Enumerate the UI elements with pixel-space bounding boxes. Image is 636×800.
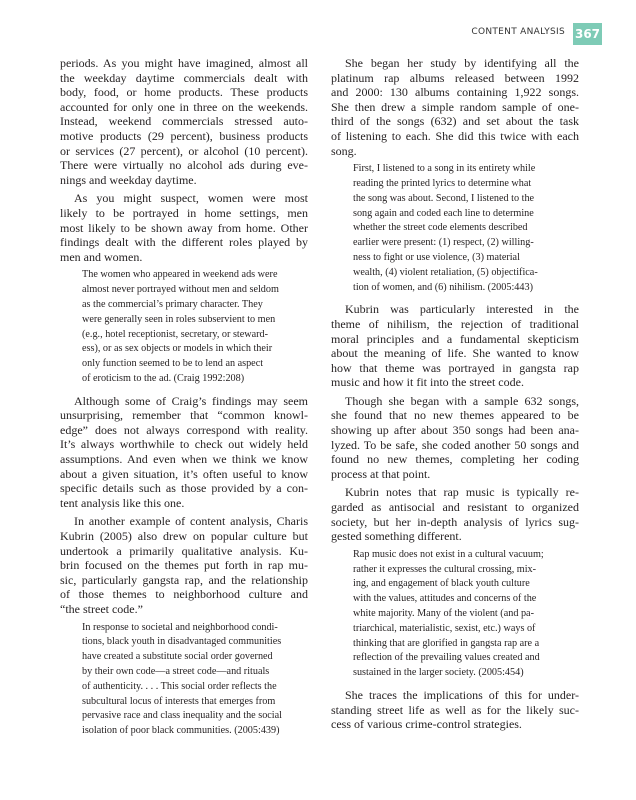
- text-line: nings and weekday daytime.: [60, 172, 197, 187]
- paragraph: [60, 514, 308, 616]
- text-line: tion of women, and (6) nihilism. (2005:443): [353, 281, 533, 293]
- text-line: lyzed. To be safe, she coded another 50 songs and: [331, 437, 579, 452]
- paragraph: [331, 688, 579, 732]
- page-number-badge: 367: [573, 23, 602, 45]
- text-line: unsurprising, remember that “common knowl-: [60, 408, 308, 423]
- text-line: platinum rap albums released between 1992: [331, 70, 579, 85]
- block-quote: [331, 548, 579, 681]
- text-line: body, food, or home products. These products: [60, 85, 308, 100]
- text-line: about a given situation, it’s often useful to know: [60, 466, 308, 481]
- left-column: [60, 56, 308, 746]
- text-line: In another example of content analysis, Charis: [74, 514, 308, 529]
- text-line: how that theme was portrayed in gangsta rap: [331, 360, 579, 375]
- text-line: Instead, weekend commercials stressed auto-: [60, 114, 308, 129]
- text-line: of listening to each. She did this twice with each: [331, 128, 579, 143]
- text-line: of authenticity. . . . This social order reflects the: [82, 680, 277, 692]
- text-line: In response to societal and neighborhood condi-: [82, 621, 278, 633]
- text-line: triarchical, materialistic, sexist, etc.) ways of: [353, 622, 536, 634]
- text-line: have created a substitute social order governed: [82, 651, 273, 663]
- block-quote: [331, 162, 579, 295]
- text-line: song again and coded each line to determine: [353, 207, 534, 219]
- text-line: she found that no new themes appeared to be: [331, 408, 579, 423]
- text-line: song.: [331, 143, 357, 158]
- text-line: reading the printed lyrics to determine what: [353, 177, 532, 189]
- text-line: sustained in the larger society. (2005:454): [353, 667, 524, 679]
- text-line: earlier were present: (1) respect, (2) willing-: [353, 237, 534, 249]
- text-line: periods. As you might have imagined, almost all: [60, 56, 308, 70]
- text-line: She then drew a simple random sample of one-: [331, 99, 579, 114]
- text-line: the weekday daytime commercials dealt with: [60, 70, 308, 85]
- text-line: specific details such as those provided by a con-: [60, 481, 308, 496]
- text-line: tent analysis like this one.: [60, 495, 185, 510]
- text-line: theme of nihilism, the rejection of traditional: [331, 316, 579, 331]
- text-line: tions, black youth in disadvantaged communities: [82, 636, 282, 648]
- text-line: of those themes to neighborhood culture and: [60, 587, 308, 602]
- text-line: of eroticism to the ad. (Craig 1992:208): [82, 372, 245, 384]
- text-line: ess), or as sex objects or models in which their: [82, 343, 273, 355]
- paragraph: [331, 56, 579, 158]
- text-line: cess of various crime-control strategies.: [331, 717, 522, 732]
- block-quote: [60, 621, 308, 739]
- text-line: Although some of Craig’s findings may seem: [74, 393, 308, 408]
- text-line: only function seemed to be to lend an aspect: [82, 358, 264, 370]
- text-line: (e.g., hotel receptionist, secretary, or steward-: [82, 328, 269, 340]
- text-line: assumptions. And even when we think we know: [60, 452, 308, 467]
- text-line: pervasive race and class inequality and the social: [82, 710, 282, 722]
- text-line: third of the songs (632) and set about the task: [331, 114, 579, 129]
- text-line: men and women.: [60, 249, 143, 264]
- text-line: First, I listened to a song in its entirety while: [353, 163, 536, 175]
- text-line: ness to fight or use violence, (3) material: [353, 251, 520, 263]
- paragraph: [331, 485, 579, 543]
- text-line: gested something different.: [331, 529, 462, 544]
- text-line: found no new themes, completing her coding: [331, 452, 579, 467]
- block-quote: [60, 268, 308, 386]
- text-line: or services (27 percent), or alcohol (10 percent).: [60, 143, 308, 158]
- text-line: Though she began with a sample 632 songs,: [345, 393, 579, 408]
- text-line: process at that point.: [331, 466, 431, 481]
- paragraph: [60, 394, 308, 511]
- paragraph: [60, 191, 308, 264]
- text-line: isolation of poor black communities. (2005:439): [82, 725, 280, 737]
- text-line: undertook a primarily qualitative analysis. Ku-: [60, 543, 308, 558]
- text-line: motive products (29 percent), business products: [60, 128, 308, 143]
- text-line: Kubrin was particularly interested in the: [345, 302, 579, 317]
- text-line: as the commercial’s primary character. They: [82, 298, 263, 310]
- text-line: white majority. Many of the violent (and pa-: [353, 608, 534, 620]
- text-line: As you might suspect, women were most: [74, 191, 308, 206]
- text-line: The women who appeared in weekend ads were: [82, 269, 278, 281]
- text-line: reflection of the prevailing values created and: [353, 652, 540, 664]
- text-line: “the street code.”: [60, 602, 143, 616]
- text-line: whether the street code elements described: [353, 222, 528, 234]
- text-line: with the values, attitudes and concerns of the: [353, 593, 537, 605]
- text-line: garded as antisocial and resistant to organized: [331, 500, 579, 515]
- text-line: She traces the implications of this for under-: [345, 688, 579, 702]
- text-line: She began her study by identifying all the: [345, 56, 579, 70]
- text-line: the song was about. Second, I listened to the: [353, 192, 535, 204]
- text-line: music and how it fit into the street code.: [331, 375, 524, 390]
- text-line: by their own code—a street code—and rituals: [82, 665, 270, 677]
- text-line: were generally seen in roles subservient to men: [82, 313, 276, 325]
- paragraph: [331, 302, 579, 390]
- text-line: edge” does not always correspond with reality.: [60, 422, 308, 437]
- text-line: almost never portrayed without men and seldom: [82, 284, 279, 296]
- text-line: moral principles and a fundamental skepticism: [331, 331, 579, 346]
- text-line: wealth, (4) violent retaliation, (5) objectifica-: [353, 266, 538, 278]
- text-line: brin focused on the themes put forth in rap mu-: [60, 558, 308, 573]
- running-head-section: CONTENT ANALYSIS: [471, 27, 565, 37]
- text-line: Kubrin (2005) also drew on popular culture but: [60, 529, 308, 544]
- text-line: It’s always worthwhile to check out widely held: [60, 437, 308, 452]
- text-line: findings dealt with the different roles played by: [60, 235, 308, 250]
- text-line: rather it expresses the cultural crossing, mix-: [353, 563, 537, 575]
- text-line: There were virtually no alcohol ads during eve-: [60, 158, 308, 173]
- text-line: accounted for only one in three on the weekends.: [60, 99, 308, 114]
- text-line: Kubrin notes that rap music is typically re-: [345, 485, 579, 500]
- paragraph: [331, 394, 579, 482]
- text-line: showing up after about 350 songs had been ana-: [331, 423, 579, 438]
- text-line: subcultural locus of interests that emerges from: [82, 695, 276, 707]
- text-line: about the meaning of life. She wanted to know: [331, 346, 579, 361]
- text-line: likely to be portrayed in home settings, men: [60, 205, 308, 220]
- paragraph: [60, 56, 308, 187]
- text-line: society, but her in-depth analysis of lyrics sug-: [331, 514, 579, 529]
- text-line: ing, and engagement of black youth culture: [353, 578, 530, 590]
- text-line: standing street life as well as for the likely suc-: [331, 702, 579, 717]
- text-line: and 2000: 130 albums containing 1,922 songs.: [331, 85, 579, 100]
- text-line: sic, particularly gangsta rap, and the relationship: [60, 572, 308, 587]
- text-line: most likely to be shown away from home. Other: [60, 220, 308, 235]
- right-column: [331, 56, 579, 736]
- text-line: thinking that are glorified in gangsta rap are a: [353, 637, 540, 649]
- text-line: Rap music does not exist in a cultural vacuum;: [353, 548, 544, 560]
